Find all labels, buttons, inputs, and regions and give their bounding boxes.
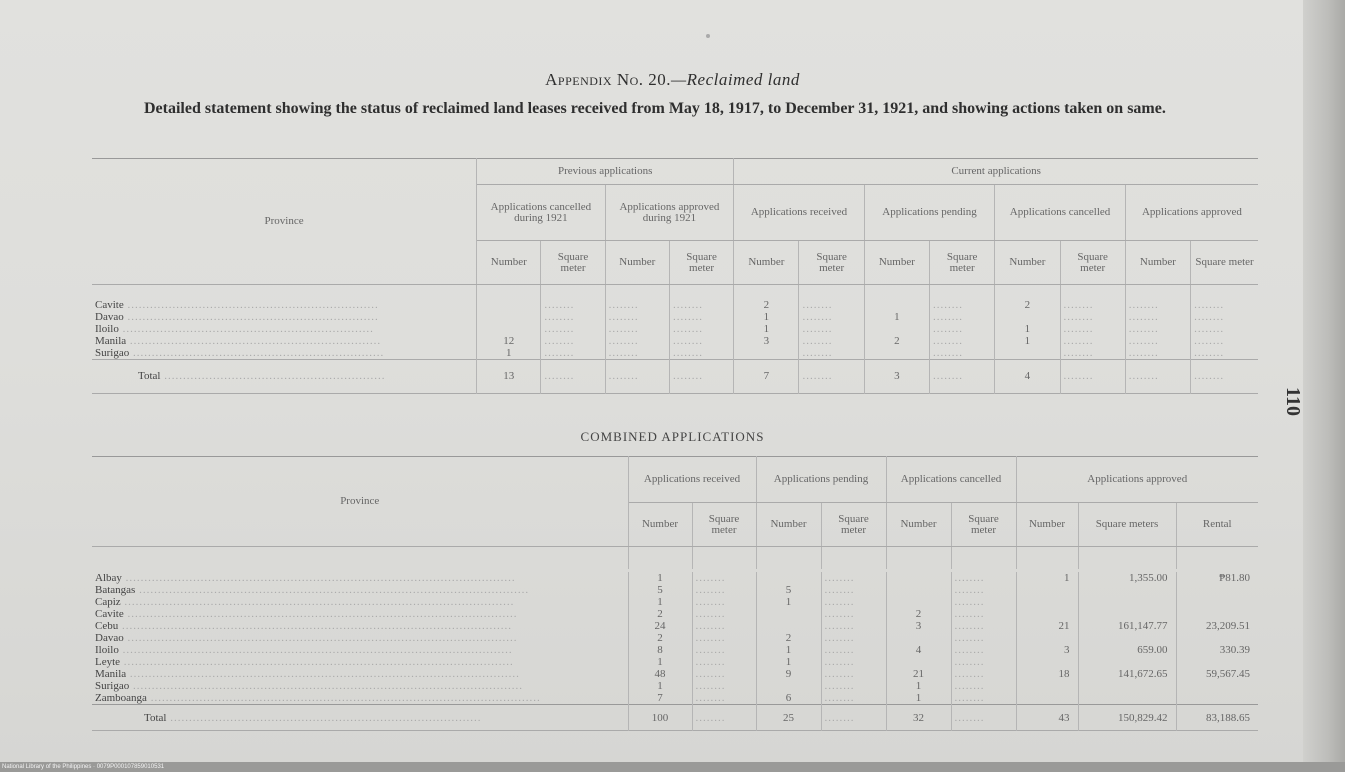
square-meters-cell	[1078, 632, 1176, 644]
page-mark	[706, 34, 710, 38]
province-cell: Capiz ........................................................................................................	[92, 596, 628, 608]
square-meters-cell	[1078, 692, 1176, 705]
number-cell: 1	[995, 335, 1060, 347]
number-cell	[864, 323, 929, 335]
table-row: Iloilo ................................................................... ........ ........ ........ 1 ........ ........ 1 ........ ........ ........	[92, 323, 1258, 335]
province-cell: Leyte ........................................................................................................	[92, 656, 628, 668]
number-cell: 1	[1016, 572, 1078, 584]
number-cell	[995, 311, 1060, 323]
number-cell: 3	[1016, 644, 1078, 656]
number-header: Number	[995, 241, 1060, 285]
number-header: Number	[1016, 503, 1078, 547]
current-applications-header: Current applications	[734, 159, 1258, 185]
total-cell: 150,829.42	[1078, 705, 1176, 731]
total-cell: 83,188.65	[1206, 711, 1250, 724]
number-cell	[1016, 584, 1078, 596]
number-cell: 12	[477, 335, 541, 347]
number-cell: 5	[628, 584, 692, 596]
square-meters-cell: 161,147.77	[1078, 620, 1176, 632]
received-header: Applications received	[734, 185, 865, 241]
number-cell	[1016, 632, 1078, 644]
appendix-heading	[0, 70, 1345, 90]
square-meters-cell	[1078, 656, 1176, 668]
square-meters-cell: 659.00	[1078, 644, 1176, 656]
table-row: Cavite ........................................................................................................ 2 ........ ........ 2 ........	[92, 608, 1258, 620]
province-cell: Batangas ........................................................................................................	[92, 584, 628, 596]
square-meter-header: Square meter	[821, 503, 886, 547]
rental-cell	[1176, 632, 1258, 644]
total-cell: 43	[1016, 705, 1078, 731]
rental-cell	[1176, 656, 1258, 668]
number-cell: 1	[756, 644, 821, 656]
province-cell: Albay ........................................................................................................	[92, 572, 628, 584]
cancelled-header: Applications cancelled	[995, 185, 1126, 241]
number-cell	[886, 656, 951, 668]
square-meter-header: Square meter	[1060, 241, 1125, 285]
province-header: Province	[92, 159, 477, 285]
number-cell: 1	[864, 311, 929, 323]
number-cell	[886, 584, 951, 596]
total-label-cell: Total ...........................................................	[92, 359, 477, 393]
footer-bar: National Library of the Philippines · 0079P000107859010531	[0, 762, 1345, 772]
cancelled-header: Applications cancelled	[886, 457, 1016, 503]
approved-header: Applications approved	[1016, 457, 1258, 503]
previous-applications-header: Previous applications	[477, 159, 734, 185]
province-cell: Manila ........................................................................................................	[92, 668, 628, 680]
number-cell	[864, 347, 929, 360]
number-cell	[995, 347, 1060, 360]
rental-cell	[1176, 584, 1258, 596]
rental-cell	[1176, 680, 1258, 692]
appendix-title: —Reclaimed land	[671, 70, 800, 89]
number-cell	[756, 620, 821, 632]
square-meters-cell: 1,355.00	[1078, 572, 1176, 584]
province-cell: Davao ...................................................................	[92, 311, 477, 323]
table-row: Batangas ........................................................................................................ 5 ........ 5 ........ ........	[92, 584, 1258, 596]
total-cell: 25	[756, 705, 821, 731]
number-cell: 1	[628, 680, 692, 692]
number-cell: 3	[734, 335, 799, 347]
table-row: Davao ................................................................... ........ ........ ........ 1 ........ 1 ........ ........ ........ ........	[92, 311, 1258, 323]
number-cell	[477, 311, 541, 323]
table-row: Capiz ........................................................................................................ 1 ........ 1 ........ ........	[92, 596, 1258, 608]
square-meters-cell: 141,672.65	[1078, 668, 1176, 680]
total-cell: 4	[995, 359, 1060, 393]
number-cell	[864, 299, 929, 311]
number-header: Number	[886, 503, 951, 547]
number-cell: 2	[886, 608, 951, 620]
number-header: Number	[477, 241, 541, 285]
square-meters-header: Square meters	[1078, 503, 1176, 547]
number-cell	[756, 680, 821, 692]
number-cell: 1	[477, 347, 541, 360]
province-cell: Manila ...................................................................	[92, 335, 477, 347]
number-cell	[886, 572, 951, 584]
number-cell	[1016, 680, 1078, 692]
province-header: Province	[92, 457, 628, 547]
province-cell: Cebu ........................................................................................................	[92, 620, 628, 632]
approved-1921-header: Applications approved during 1921	[605, 185, 734, 241]
number-cell: 6	[756, 692, 821, 705]
number-cell: 2	[734, 299, 799, 311]
number-cell	[477, 323, 541, 335]
province-cell: Iloilo ........................................................................................................	[92, 644, 628, 656]
number-cell	[1016, 692, 1078, 705]
number-header: Number	[734, 241, 799, 285]
number-cell: 1	[734, 311, 799, 323]
number-header: Number	[605, 241, 669, 285]
number-cell: 1	[628, 572, 692, 584]
square-meter-header: Square meter	[1191, 241, 1258, 285]
table-row: Manila ................................................................... 12 ........ ........ ........ 3 ........ 2 ........ 1 ........ ........ ........	[92, 335, 1258, 347]
table-row: Surigao ................................................................... 1 ........ ........ ........ ........ ........ ........ ........ ........	[92, 347, 1258, 360]
number-cell	[886, 596, 951, 608]
number-cell: 8	[628, 644, 692, 656]
square-meter-header: Square meter	[669, 241, 733, 285]
number-cell: 2	[995, 299, 1060, 311]
appendix-number: Appendix No. 20.	[545, 70, 672, 89]
number-cell: 4	[886, 644, 951, 656]
number-cell: 21	[1016, 620, 1078, 632]
combined-applications-title: COMBINED APPLICATIONS	[580, 429, 765, 444]
square-meter-header: Square meter	[541, 241, 605, 285]
table-row: Manila ........................................................................................................ 48 ........ 9 ........ 21 ........ 18 141,672.65 59,567.45	[92, 668, 1258, 680]
number-cell	[1016, 608, 1078, 620]
rental-cell: 59,567.45	[1206, 668, 1250, 680]
pending-header: Applications pending	[864, 185, 995, 241]
number-cell: 18	[1016, 668, 1078, 680]
table-row: Cebu ........................................................................................................ 24 ........ ........ 3 ........ 21 161,147.77 23,209.51	[92, 620, 1258, 632]
combined-applications-body	[92, 572, 1258, 731]
number-cell: 7	[628, 692, 692, 705]
province-cell: Cavite ........................................................................................................	[92, 608, 628, 620]
province-cell: Zamboanga ........................................................................................................	[92, 692, 628, 705]
number-cell	[1016, 656, 1078, 668]
received-header: Applications received	[628, 457, 756, 503]
total-cell: 100	[628, 705, 692, 731]
province-cell: Davao ........................................................................................................	[92, 632, 628, 644]
table-row: Davao ........................................................................................................ 2 ........ 2 ........ ........	[92, 632, 1258, 644]
number-cell	[756, 608, 821, 620]
pending-header: Applications pending	[756, 457, 886, 503]
number-header: Number	[1125, 241, 1190, 285]
total-cell: 13	[477, 359, 541, 393]
number-cell	[886, 632, 951, 644]
rental-header: Rental	[1176, 503, 1258, 547]
rental-cell: 330.39	[1219, 644, 1250, 656]
number-cell: 1	[756, 596, 821, 608]
number-cell: 1	[628, 656, 692, 668]
number-cell: 1	[756, 656, 821, 668]
rental-cell	[1176, 596, 1258, 608]
square-meters-cell	[1078, 596, 1176, 608]
number-cell: 2	[628, 608, 692, 620]
cancelled-1921-header: Applications cancelled during 1921	[477, 185, 606, 241]
number-cell: 1	[886, 692, 951, 705]
square-meters-cell	[1078, 584, 1176, 596]
number-cell: 24	[628, 620, 692, 632]
square-meters-cell	[1078, 680, 1176, 692]
number-cell: 5	[756, 584, 821, 596]
total-row: Total ................................................................................... 100 ........ 25 ........ 32 ........ 43 150,829.42 83,188.65	[92, 705, 1258, 731]
number-cell: 2	[756, 632, 821, 644]
province-cell: Surigao ........................................................................................................	[92, 680, 628, 692]
square-meter-header: Square meter	[951, 503, 1016, 547]
number-cell	[756, 572, 821, 584]
rental-cell	[1176, 608, 1258, 620]
number-cell: 21	[886, 668, 951, 680]
total-cell: 7	[734, 359, 799, 393]
square-meter-header: Square meter	[930, 241, 995, 285]
number-cell: 9	[756, 668, 821, 680]
province-cell: Surigao ...................................................................	[92, 347, 477, 360]
number-header: Number	[628, 503, 692, 547]
number-cell: 2	[628, 632, 692, 644]
table-row: Leyte ........................................................................................................ 1 ........ 1 ........ ........	[92, 656, 1258, 668]
square-meters-cell	[1078, 608, 1176, 620]
table-row: Iloilo ........................................................................................................ 8 ........ 1 ........ 4 ........ 3 659.00 330.39	[92, 644, 1258, 656]
number-cell: 1	[628, 596, 692, 608]
number-cell: 1	[995, 323, 1060, 335]
number-header: Number	[756, 503, 821, 547]
page-edge	[1303, 0, 1345, 772]
rental-cell	[1176, 692, 1258, 705]
total-cell: 32	[886, 705, 951, 731]
square-meter-header: Square meter	[799, 241, 864, 285]
table-row: Surigao ........................................................................................................ 1 ........ ........ 1 ........	[92, 680, 1258, 692]
number-cell: 48	[628, 668, 692, 680]
number-cell: 3	[886, 620, 951, 632]
side-page-number: 110	[1281, 387, 1304, 416]
approved-header: Applications approved	[1125, 185, 1258, 241]
table-row: Cavite ................................................................... ........ ........ ........ 2 ........ ........ 2 ........ ........ ........	[92, 299, 1258, 311]
number-cell: 1	[886, 680, 951, 692]
province-cell: Cavite ...................................................................	[92, 299, 477, 311]
intro-paragraph: Detailed statement showing the status of reclaimed land leases received from May 18, 1917, to December 31, 1921, and showing actions taken on same.	[144, 100, 1166, 117]
rental-cell: ₱81.80	[1219, 572, 1250, 584]
total-label-cell: Total ...................................................................................	[92, 705, 628, 731]
number-cell	[734, 347, 799, 360]
province-cell: Iloilo ...................................................................	[92, 323, 477, 335]
number-cell: 2	[864, 335, 929, 347]
total-cell: 3	[864, 359, 929, 393]
square-meter-header: Square meter	[692, 503, 756, 547]
reclaimed-land-table	[92, 158, 1258, 394]
combined-applications-table	[92, 456, 1258, 569]
table-row: Zamboanga ........................................................................................................ 7 ........ 6 ........ 1 ........	[92, 692, 1258, 705]
number-header: Number	[864, 241, 929, 285]
number-cell	[1016, 596, 1078, 608]
table-row: Albay ........................................................................................................ 1 ........ ........ ........ 1 1,355.00 ₱81.80	[92, 572, 1258, 584]
number-cell	[477, 299, 541, 311]
rental-cell: 23,209.51	[1206, 620, 1250, 632]
number-cell: 1	[734, 323, 799, 335]
total-row: Total ........................................................... 13 ........ ........ ........ 7 ........ 3 ........ 4 ........ ........ ........	[92, 359, 1258, 393]
